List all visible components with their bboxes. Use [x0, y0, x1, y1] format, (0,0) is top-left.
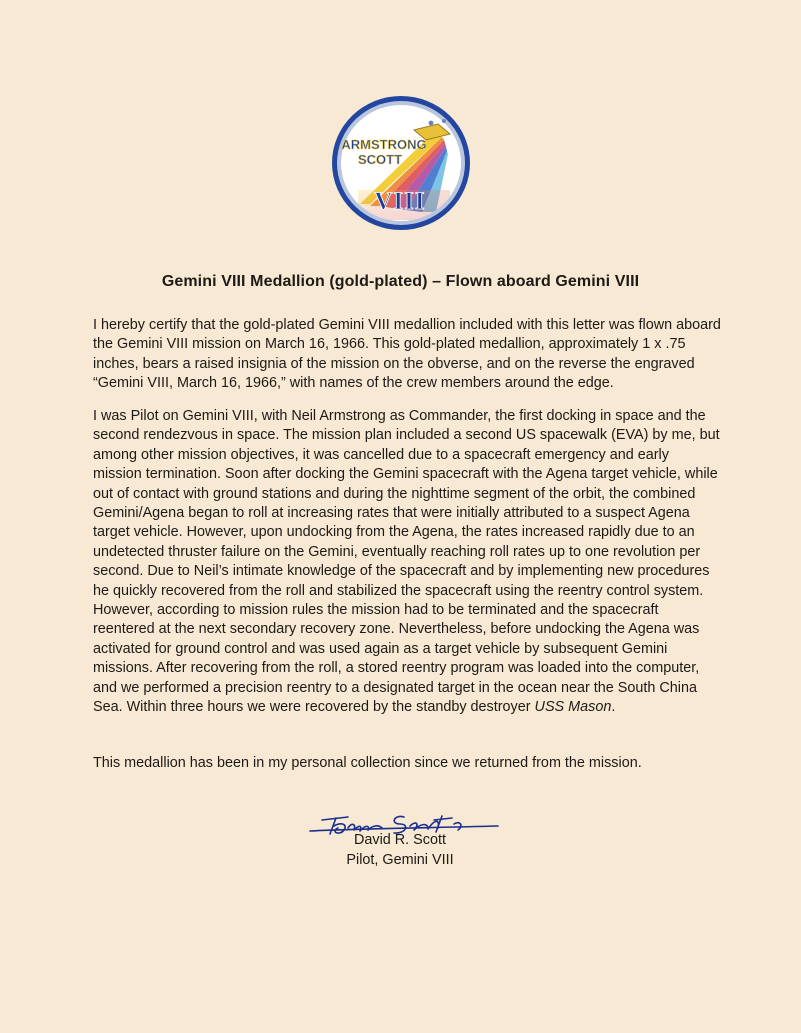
patch-roman-numeral: VIII	[374, 188, 426, 215]
signer-role: Pilot, Gemini VIII	[346, 851, 454, 868]
paragraph-certification: I hereby certify that the gold-plated Gemini VIII medallion included with this letter was flown aboard the Gemini VIII mission on March 16, 1966. This gold-plated medallion, approximately 1 x .75 inches, bears a raised insignia of the mission on the obverse, and on the reverse the engraved “Gemini VIII, March 16, 1966,” with names of the crew members around the edge.	[93, 317, 721, 392]
paragraph-mission-account	[93, 407, 721, 718]
star-icon	[442, 119, 446, 123]
letter-title: Gemini VIII Medallion (gold-plated) – Flown aboard Gemini VIII	[161, 273, 640, 290]
patch-name-armstrong: ARMSTRONG	[341, 137, 427, 152]
paragraph-mission-text: I was Pilot on Gemini VIII, with Neil Armstrong as Commander, the first docking in space and the second rendezvous in space. The mission plan included a second US spacewalk (EVA) by me, but among other mission objectives, it was cancelled due to a spacecraft emergency and early mission termination. Soon after docking the Gemini spacecraft with the Agena target vehicle, while out of contact with ground stations and during the nighttime segment of the orbit, the combined Gemini/Agena began to roll at increasing rates that were initially attributed to a suspect Agena target vehicle. However, upon undocking from the Agena, the rates increased rapidly due to an undetected thruster failure on the Gemini, eventually reaching roll rates up to one revolution per second. Due to Neil’s intimate knowledge of the spacecraft and by implementing new procedures he quickly recovered from the roll and stabilized the spacecraft using the reentry control system. However, according to mission rules the mission had to be terminated and the spacecraft reentered at the next secondary recovery zone. Nevertheless, before undocking the Agena was activated for ground control and was used again as a target vehicle by subsequent Gemini missions. After recovering from the roll, a stored reentry program was loaded into the computer, and we performed a precision reentry to a designated target in the ocean near the South China Sea. Within three hours we were recovered by the standby destroyer	[93, 408, 720, 716]
paragraph-collection: This medallion has been in my personal collection since we returned from the mission.	[93, 755, 642, 771]
signer-name: David R. Scott	[354, 832, 446, 848]
signature-block	[300, 831, 500, 870]
paragraph-mission-end: .	[611, 699, 616, 716]
gemini-viii-mission-patch	[330, 94, 472, 232]
patch-name-scott: SCOTT	[357, 152, 403, 167]
star-icon	[429, 121, 434, 126]
ship-name: USS Mason	[534, 699, 612, 716]
